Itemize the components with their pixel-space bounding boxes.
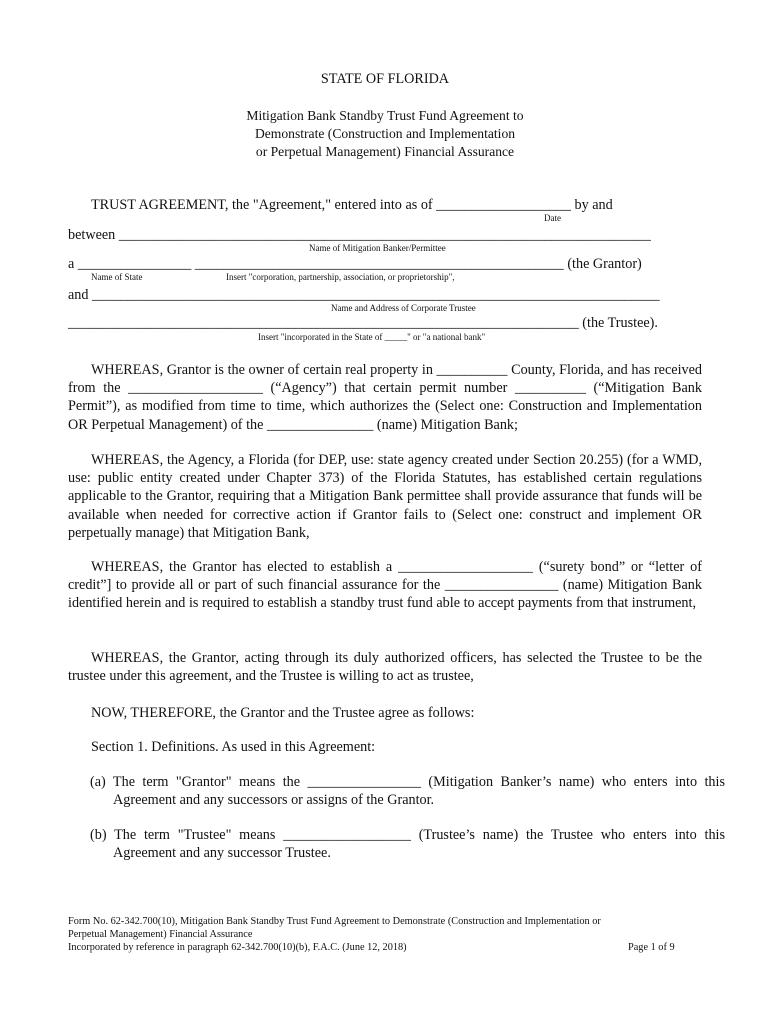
title-line-1: Mitigation Bank Standby Trust Fund Agreement to bbox=[246, 108, 524, 123]
intro-line-and: and ________________________________________________________________________________ bbox=[68, 287, 660, 303]
footer-form-line-1: Form No. 62-342.700(10), Mitigation Bank Standby Trust Fund Agreement to Demonstrate (Construction and Implementation or bbox=[68, 916, 601, 927]
caption-date: Date bbox=[544, 213, 561, 223]
whereas-2-text: WHEREAS, the Agency, a Florida (for DEP, use: state agency created under Section 20.255) (for a WMD, use: public entity created under Chapter 373) of the Florida Statutes, has established certain regulations applicable to the Grantor, requiring that a Mitigation Bank permittee shall provide assurance that funds will be available when needed for corrective action if Grantor fails to (Select one: construct and implement OR perpetually manage) that Mitigation Bank, bbox=[68, 452, 702, 541]
whereas-paragraph-1 bbox=[68, 361, 702, 434]
whereas-paragraph-3 bbox=[68, 558, 702, 613]
section-1-heading: Section 1. Definitions. As used in this Agreement: bbox=[91, 739, 376, 755]
page-number: Page 1 of 9 bbox=[628, 942, 675, 953]
state-heading: STATE OF FLORIDA bbox=[320, 71, 450, 87]
caption-banker: Name of Mitigation Banker/Permittee bbox=[309, 243, 446, 253]
intro-line-date: TRUST AGREEMENT, the "Agreement," entered into as of ___________________ by and bbox=[91, 197, 613, 213]
intro-line-grantor: a ________________ ____________________________________________________ (the Grantor) bbox=[68, 256, 642, 272]
footer-incorporated: Incorporated by reference in paragraph 62-342.700(10)(b), F.A.C. (June 12, 2018) bbox=[68, 942, 407, 953]
caption-trustee: Name and Address of Corporate Trustee bbox=[331, 303, 476, 313]
intro-line-between: between ___________________________________________________________________________ bbox=[68, 227, 651, 243]
definition-a: (a) The term "Grantor" means the ________________ (Mitigation Banker’s name) who enters into this Agreement and any successors or assigns of the Grantor. bbox=[90, 774, 725, 809]
intro-line-trustee: ________________________________________________________________________ (the Trustee). bbox=[68, 315, 658, 331]
title-line-2: Demonstrate (Construction and Implementation bbox=[254, 126, 516, 141]
caption-state: Name of State bbox=[91, 272, 143, 282]
whereas-paragraph-2 bbox=[68, 451, 702, 542]
definition-b: (b) The term "Trustee" means __________________ (Trustee’s name) the Trustee who enters into this Agreement and any successor Trustee. bbox=[90, 827, 725, 862]
whereas-4-text: WHEREAS, the Grantor, acting through its duly authorized officers, has selected the Trustee to be the trustee under this agreement, and the Trustee is willing to act as trustee, bbox=[68, 650, 702, 685]
footer-form-line-2: Perpetual Management) Financial Assurance bbox=[68, 929, 253, 940]
title-line-3: or Perpetual Management) Financial Assurance bbox=[255, 144, 515, 159]
whereas-paragraph-4 bbox=[68, 649, 702, 685]
whereas-1-text: WHEREAS, Grantor is the owner of certain real property in __________ County, Florida, and has received from the ___________________ (“Agency”) that certain permit number __________ (“Mitigation Bank Permit”), as modified from time to time, which authorizes the (Select one: Construction and Implementation OR Perpetual Management) of the _______________ (name) Mitigation Bank; bbox=[68, 362, 702, 433]
caption-incorporated: Insert "incorporated in the State of _____" or "a national bank" bbox=[258, 332, 486, 342]
now-therefore: NOW, THEREFORE, the Grantor and the Trustee agree as follows: bbox=[91, 705, 475, 721]
caption-entity-type: Insert "corporation, partnership, association, or proprietorship", bbox=[226, 272, 455, 282]
whereas-3-text: WHEREAS, the Grantor has elected to establish a ___________________ (“surety bond” or “letter of credit”] to provide all or part of such financial assurance for the ________________ (name) Mitigation Bank identified herein and is required to establish a standby trust fund able to accept payments from that instrument, bbox=[68, 559, 702, 612]
